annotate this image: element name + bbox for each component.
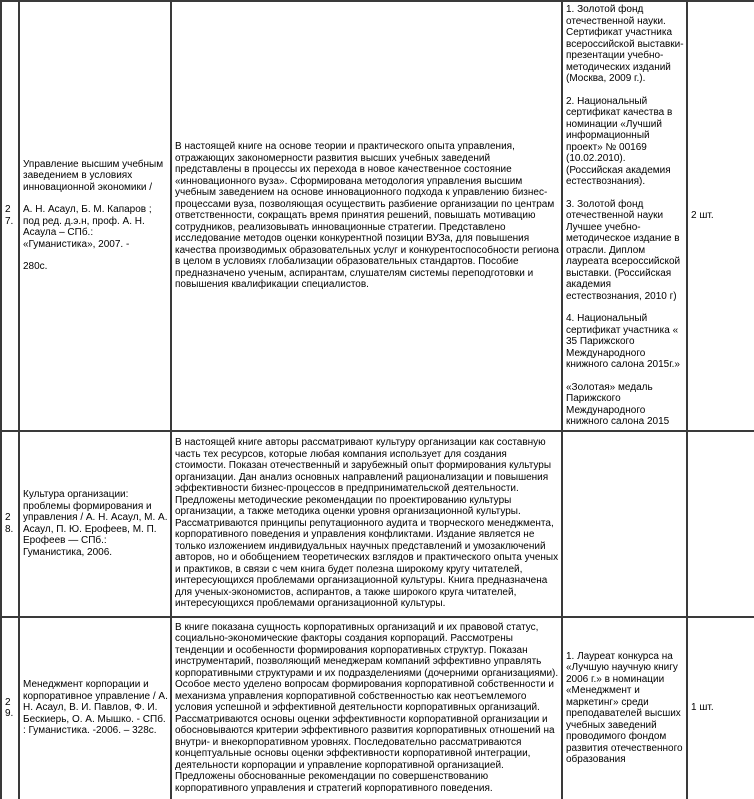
book-description-cell [171,1,562,431]
table-row-28 [1,431,754,617]
book-awards-cell [562,1,687,431]
quantity-cell [687,431,754,617]
award-item: «Золотая» медаль Парижского Международного книжного салона 2015 [566,381,670,427]
award-item: 3. Золотой фонд отечественной науки Лучшее учебно-методическое издание в отрасли. Диплом лауреата всероссийской выставки. (Российская академия естествознания, 2010 г) [566,198,681,302]
book-description-cell [171,617,562,799]
quantity-cell [687,1,754,431]
award-item: 4. Национальный сертификат участника « 35 Парижского Международного книжного салона 2015г.» [566,313,680,370]
row-number-cell [1,617,19,799]
quantity-value: 2 шт. [691,210,714,221]
book-description: В книге показана сущность корпоративных организаций и их правовой статус, социально-экономические факторы создания корпораций. Рассмотрены тенденции и особенности формирования корпоративных структур. Показан инструментарий, позволяющий менеджерам компаний эффективно управлять корпоративными структурами и их подразделениями (дочерними организациями). Особое место уделено вопросам формирования корпоративной собственности и механизма управления корпоративной собственностью как неотъемлемого условия успешной и эффективной деятельности корпоративных организаций. Рассматриваются основы оценки эффективности корпоративной организации и обосновываются критерии эффективного развития корпоративных отношений на внутри- и внекорпоративном уровнях. Последовательно рассматриваются концептуальные основы оценки эффективности корпоративной интеграции, деятельности корпорации и управление корпоративной организацией. Предложены обоснованные рекомендации по совершенствованию корпоративного управления и стратегий корпоративного поведения. [175,621,559,794]
award-item: 1. Золотой фонд отечественной науки. Сертификат участника всероссийской выставки-презентации учебно-методических изданий (Москва, 2009 г.). [566,4,684,84]
quantity-value: 1 шт. [691,702,714,714]
book-title-part: Управление высшим учебным заведением в условиях инновационной экономики / [23,158,164,193]
row-number-cell [1,1,19,431]
row-number: 28. [5,512,14,535]
table-row-29 [1,617,754,799]
book-description: В настоящей книге на основе теории и практического опыта управления, отражающих закономерности развития высших учебных заведений представлены в процессы их перехода в новое качественное состояние «инновационного вуза». Сформирована методология управления высшим учебным заведением на основе инновационного подхода к управлению бизнес-процессами вуза, позволяющая осуществить разбиение организации по центрам ответственности, сокращать время принятия решений, повышать мотивацию сотрудников, реализовывать инновационные стратегии. Представлено исследование методов оценки конкурентной позиции ВУЗа, для повышения качества производимых образовательных услуг и конкурентоспособности региона в целом в условиях глобализации образовательных стандартов. Пособие предназначено ученым, аспирантам, слушателям системы переподготовки и повышения квалификации специалистов. [175,141,559,290]
table-row-27 [1,1,754,431]
book-description: В настоящей книге авторы рассматривают культуру организации как составную часть тех ресурсов, которые любая компания использует для создания стоимости. Показан отечественный и зарубежный опыт формирования культуры организации. Дан анализ основных направлений рационализации и повышения эффективности бизнес-процессов в предпринимательской деятельности. Предложены методические рекомендации по проектированию культуры организации, а также методика оценки уровня организационной культуры. Рассматриваются принципы репутационного аудита и творческого менеджмента, корпоративного поведения и управления конфликтами. Издание является не только изложением индивидуальных научных представлений и умозаключений авторов, но и обобщением теоретических взглядов и практического опыта ученых и практиков, в связи с чем книга будет полезна широкому кругу читателей, интересующихся проблемами организационной культуры. Книга предназначена для ученых-экономистов, аспирантов, а также широкого круга читателей, интересующихся проблемами организационной культуры. [175,437,559,610]
book-title-cell [19,1,171,431]
book-title-part: Менеджмент корпорации и корпоративное управление / А. Н. Асаул, В. И. Павлов, Ф. И. Бескиерь, О. А. Мышко. - СПб. : Гуманистика. -2006. – 328с. [23,679,168,737]
book-description-cell [171,431,562,617]
book-title-part: А. Н. Асаул, Б. М. Капаров ; под ред. д.э.н, проф. А. Н. Асаула – СПб.: «Гуманистика», 2007. - [23,204,152,250]
row-number: 27. [5,204,14,227]
book-title-cell [19,431,171,617]
row-number-cell [1,431,19,617]
book-title-cell [19,617,171,799]
book-title-part: Культура организации: проблемы формирования и управления / А. Н. Асаул, М. А. Асаул, П. Ю. Ерофеев, М. П. Ерофеев — СПб.: Гуманистика, 2006. [23,489,168,558]
award-item: 2. Национальный сертификат качества в номинации «Лучший информационный проект» № 00169 (10.02.2010). (Российская академия естествознания). [566,95,673,187]
book-awards-cell [562,617,687,799]
quantity-cell [687,617,754,799]
book-title-part: 280с. [23,261,48,273]
award-item: 1. Лауреат конкурса на «Лучшую научную книгу 2006 г.» в номинации «Менеджмент и маркетинг» среди преподавателей высших учебных заведений проводимого фондом развития отечественного образования [566,650,683,765]
row-number: 29. [5,696,14,719]
book-awards-cell [562,431,687,617]
